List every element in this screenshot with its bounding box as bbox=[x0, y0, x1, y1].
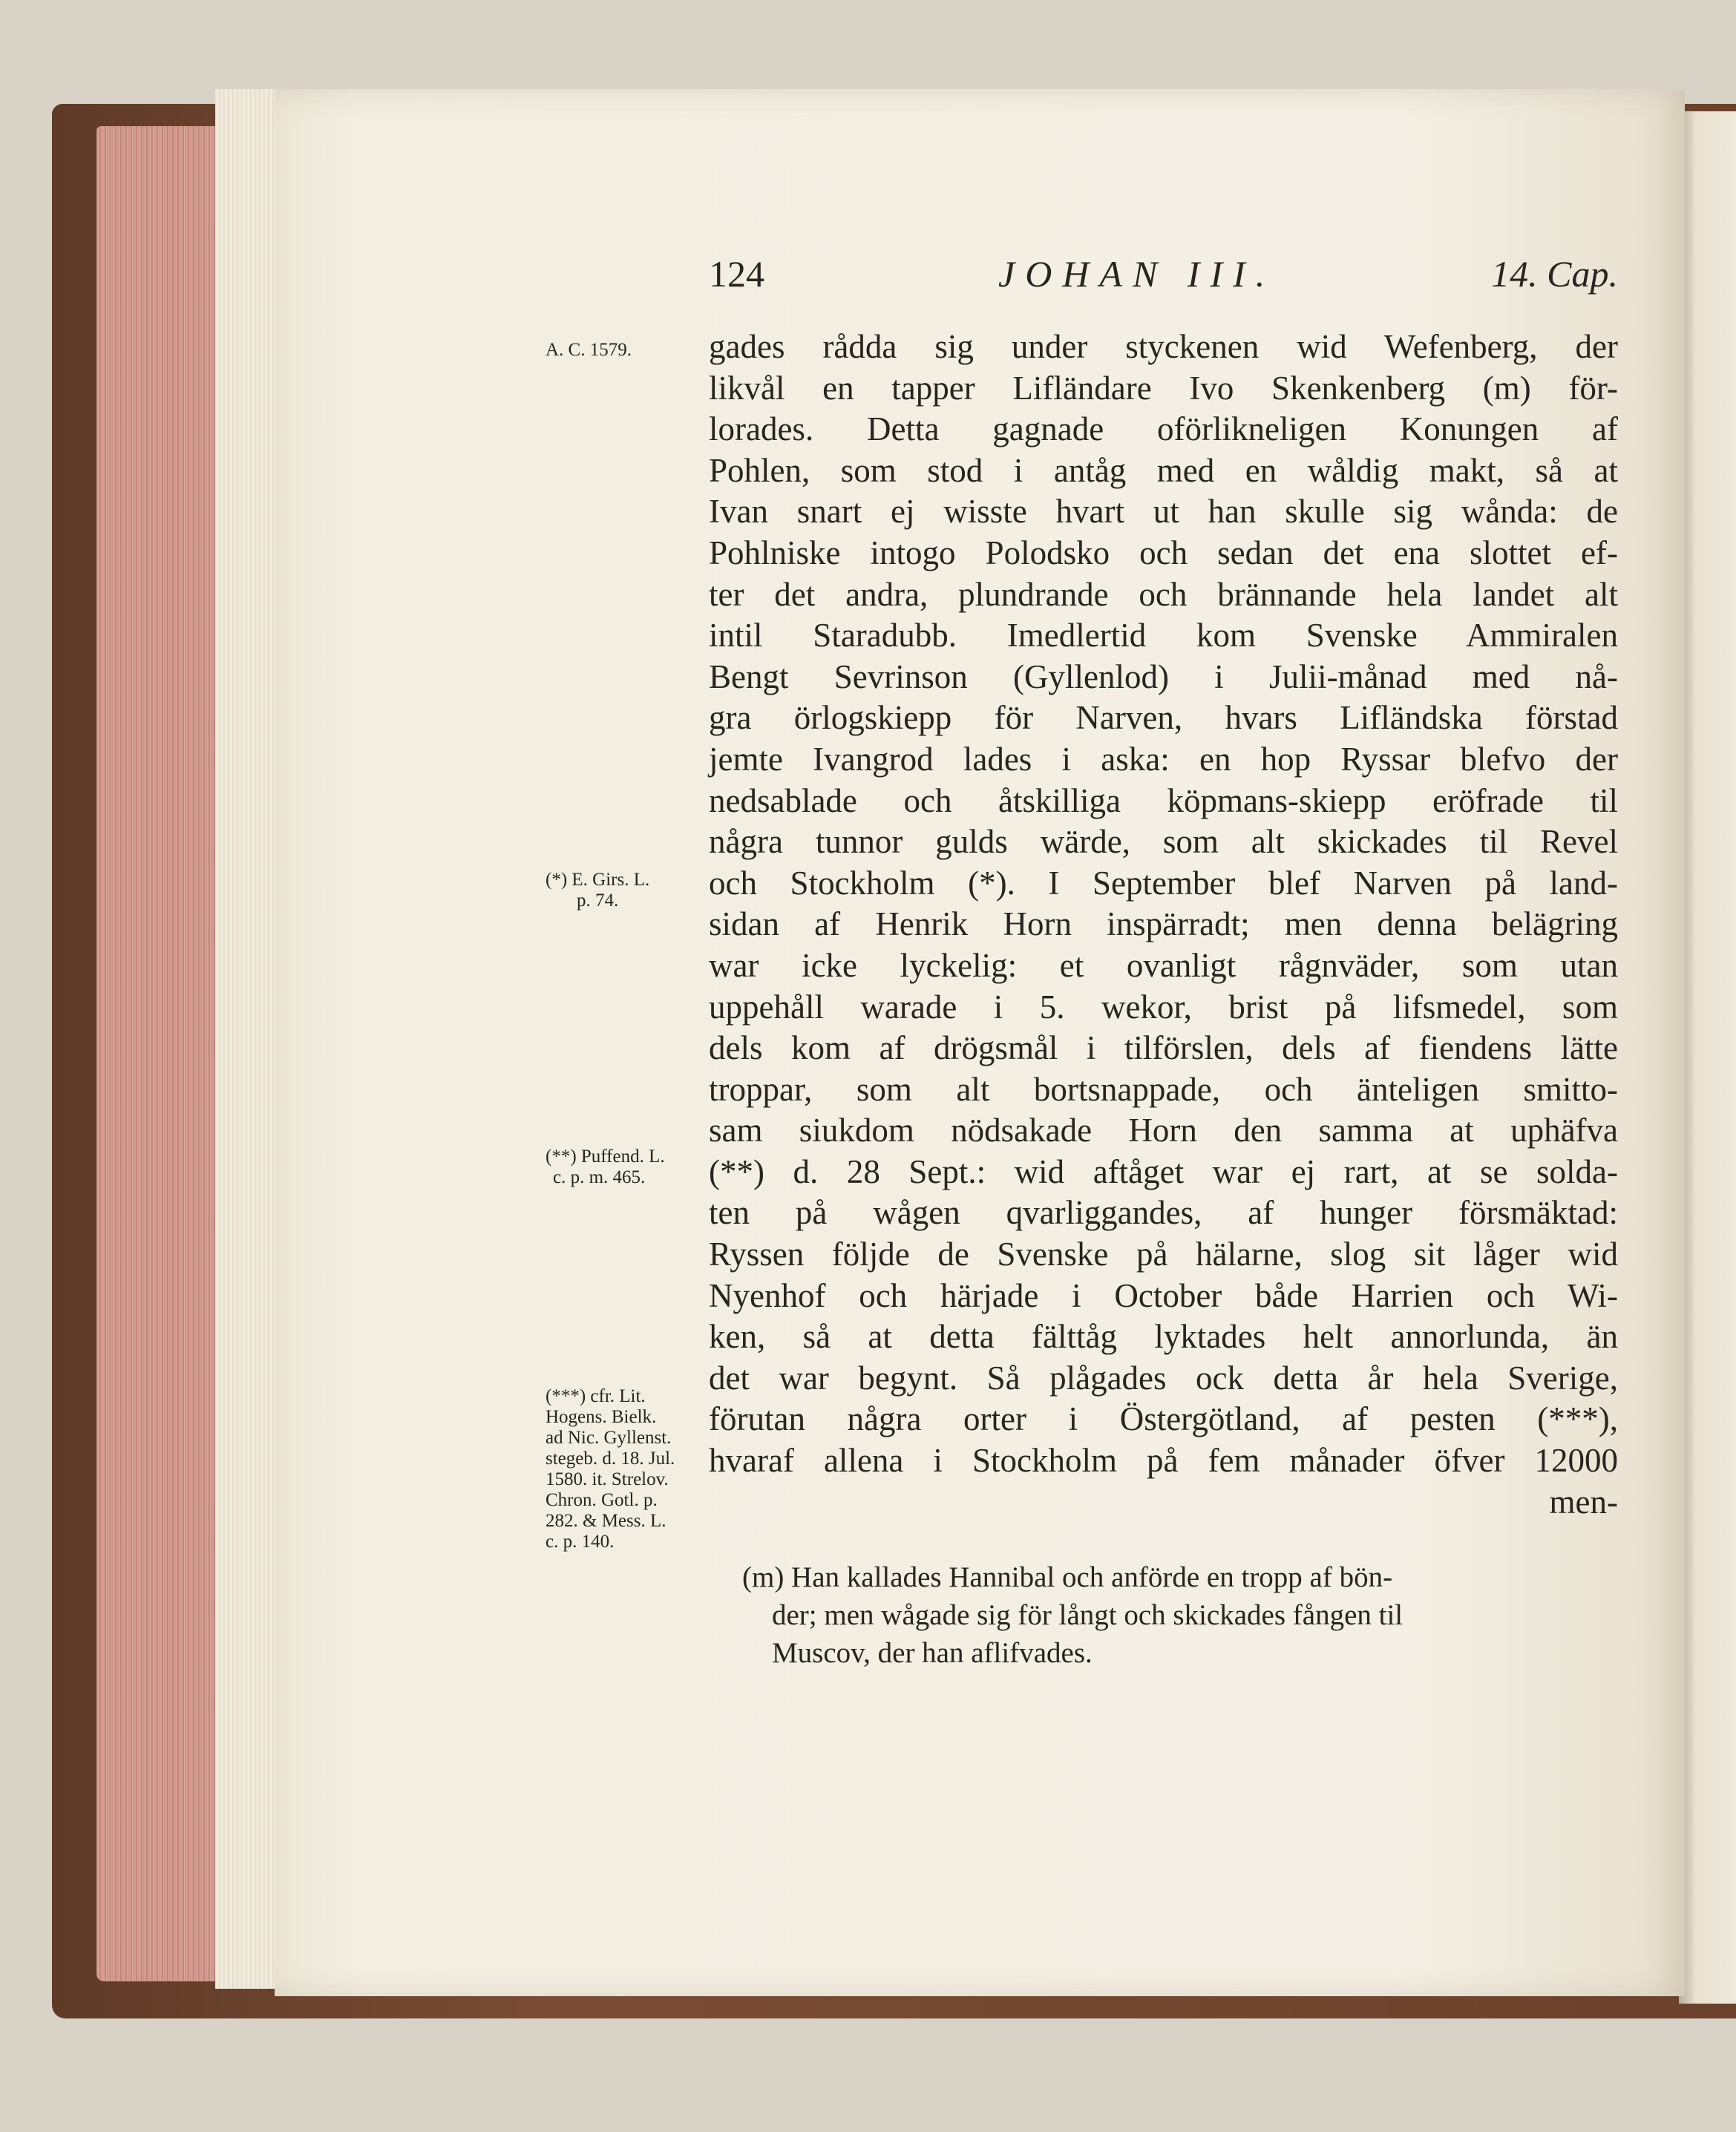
text-line: sam siukdom nödsakade Horn den samma at uphäfva bbox=[709, 1112, 1618, 1149]
text-line: troppar, som alt bortsnappade, och änteligen smitto- bbox=[709, 1070, 1618, 1108]
margin-note-3 bbox=[546, 1386, 675, 1552]
text-line: ter det andra, plundrande och brännande hela landet alt bbox=[709, 575, 1618, 613]
margin-note-2-line: (**) Puffend. L. bbox=[546, 1147, 665, 1167]
text-line: likvål en tapper Lifländare Ivo Skenkenberg (m) för- bbox=[709, 369, 1618, 407]
text-line: war icke lyckelig: et ovanligt rågnväder, som utan bbox=[709, 946, 1618, 984]
margin-note-3-line: stegeb. d. 18. Jul. bbox=[546, 1449, 675, 1469]
text-line: ken, så at detta fälttåg lyktades helt annorlunda, än bbox=[709, 1318, 1618, 1356]
footnote bbox=[742, 1558, 1618, 1672]
text-line: nedsablade och åtskilliga köpmans-skiepp eröfrade til bbox=[709, 781, 1618, 819]
text-line: hvaraf allena i Stockholm på fem månader öfver 12000 bbox=[709, 1442, 1618, 1480]
page-number: 124 bbox=[709, 253, 764, 295]
text-line: Bengt Sevrinson (Gyllenlod) i Julii-månad med nå- bbox=[709, 657, 1618, 695]
catchword: men- bbox=[1549, 1483, 1618, 1521]
margin-note-3-line: 1580. it. Strelov. bbox=[546, 1469, 669, 1489]
margin-note-1-line: p. 74. bbox=[577, 890, 619, 911]
margin-note-3-line: ad Nic. Gyllenst. bbox=[546, 1428, 672, 1448]
text-line: Pohlniske intogo Polodsko och sedan det ena slottet ef- bbox=[709, 534, 1618, 571]
text-line: lorades. Detta gagnade oförlikneligen Konungen af bbox=[709, 410, 1618, 448]
text-line: gra örlogskiepp för Narven, hvars Lifländska förstad bbox=[709, 699, 1618, 737]
text-line: det war begynt. Så plågades ock detta år hela Sverige, bbox=[709, 1359, 1618, 1397]
margin-note-3-line: Hogens. Bielk. bbox=[546, 1407, 657, 1427]
leaves-edge bbox=[215, 89, 282, 1989]
footnote-line: (m) Han kallades Hannibal och anförde en tropp af bön- bbox=[742, 1561, 1393, 1593]
running-title: JOHAN III. bbox=[998, 253, 1276, 295]
text-line: Pohlen, som stod i antåg med en wåldig makt, så at bbox=[709, 451, 1618, 489]
facing-page-edge bbox=[1679, 111, 1736, 2004]
margin-note-3-line: Chron. Gotl. p. bbox=[546, 1490, 658, 1510]
chapter-reference: 14. Cap. bbox=[1491, 253, 1618, 295]
text-line: Ivan snart ej wisste hvart ut han skulle sig wånda: de bbox=[709, 493, 1618, 531]
text-line: Ryssen följde de Svenske på hälarne, slog sit låger wid bbox=[709, 1236, 1618, 1273]
margin-note-3-line: (***) cfr. Lit. bbox=[546, 1386, 646, 1406]
text-line: förutan några orter i Östergötland, af pesten (***), bbox=[709, 1400, 1618, 1438]
margin-note-3-line: c. p. 140. bbox=[546, 1532, 615, 1552]
text-line: intil Staradubb. Imedlertid kom Svenske Ammiralen bbox=[709, 617, 1618, 655]
text-line: ten på wågen qvarliggandes, af hunger försmäktad: bbox=[709, 1194, 1618, 1232]
margin-note-2-line: c. p. m. 465. bbox=[553, 1167, 646, 1187]
text-line: gades rådda sig under styckenen wid Wefenberg, der bbox=[709, 328, 1618, 365]
footnote-line: der; men wågade sig för långt och skickades fången til bbox=[772, 1599, 1403, 1631]
margin-note-3-line: 282. & Mess. L. bbox=[546, 1511, 666, 1531]
text-line: jemte Ivangrod lades i aska: en hop Ryssar blefvo der bbox=[709, 740, 1618, 778]
text-line: uppehåll warade i 5. wekor, brist på lifsmedel, som bbox=[709, 988, 1618, 1026]
text-line: några tunnor gulds wärde, som alt skickades til Revel bbox=[709, 823, 1618, 861]
margin-note-2 bbox=[546, 1147, 665, 1188]
footnote-line: Muscov, der han aflifvades. bbox=[772, 1637, 1093, 1669]
margin-year: A. C. 1579. bbox=[546, 340, 632, 360]
margin-note-1-line: (*) E. Girs. L. bbox=[546, 870, 650, 890]
text-line: dels kom af drögsmål i tilförslen, dels af fiendens lätte bbox=[709, 1029, 1618, 1067]
text-line: Nyenhof och härjade i October både Harrien och Wi- bbox=[709, 1276, 1618, 1314]
text-line: sidan af Henrik Horn inspärradt; men denna belägring bbox=[709, 905, 1618, 943]
main-text bbox=[709, 327, 1618, 1523]
text-line: och Stockholm (*). I September blef Narven på land- bbox=[709, 864, 1618, 902]
text-line: (**) d. 28 Sept.: wid aftåget war ej rart, at se solda- bbox=[709, 1152, 1618, 1190]
page-edges bbox=[96, 126, 226, 1981]
margin-note-1 bbox=[546, 870, 649, 911]
page-header bbox=[709, 252, 1618, 297]
